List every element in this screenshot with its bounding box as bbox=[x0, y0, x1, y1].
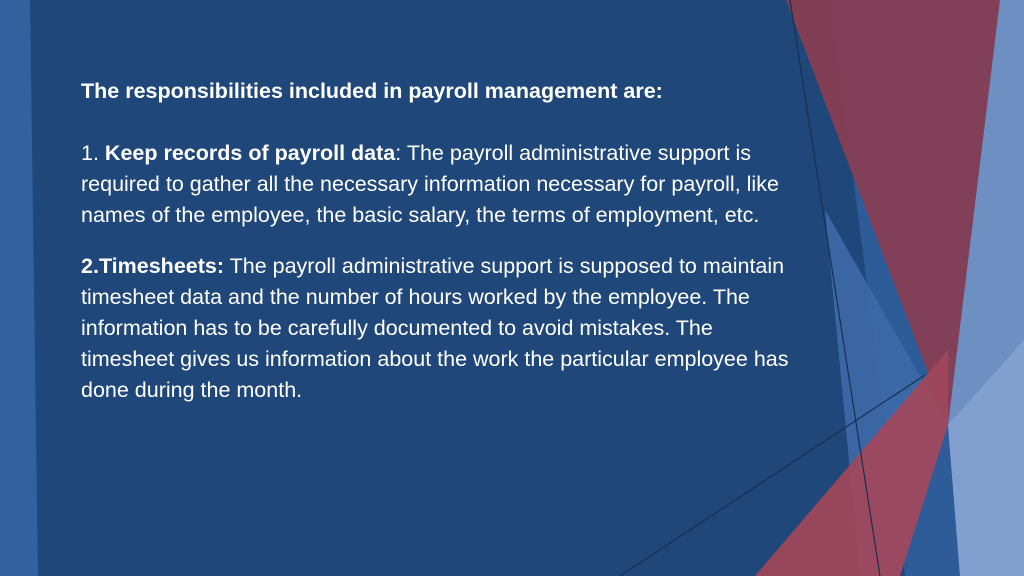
point-1-number: 1 bbox=[81, 141, 93, 165]
point-1 bbox=[81, 138, 801, 231]
point-2 bbox=[81, 251, 801, 406]
point-1-body: The payroll administrative support is required to gather all the necessary information necessary for payroll, like names of the employee, the basic salary, the terms of employment, etc. bbox=[81, 141, 779, 227]
point-1-title: Keep records of payroll data bbox=[104, 141, 396, 165]
point-2-body: The payroll administrative support is supposed to maintain timesheet data and the number of hours worked by the employee. The information has to be carefully documented to avoid mistakes. The timesheet gives us information about the work the particular employee has done during the month. bbox=[81, 254, 789, 402]
point-2-number: 2. bbox=[81, 254, 99, 278]
point-1-colon: : bbox=[395, 141, 402, 165]
point-1-separator: . bbox=[92, 141, 105, 165]
slide-heading: The responsibilities included in payroll management are: bbox=[81, 79, 663, 103]
point-2-title: Timesheets: bbox=[98, 254, 225, 278]
slide-content bbox=[81, 76, 801, 406]
left-edge-strip bbox=[0, 0, 38, 576]
